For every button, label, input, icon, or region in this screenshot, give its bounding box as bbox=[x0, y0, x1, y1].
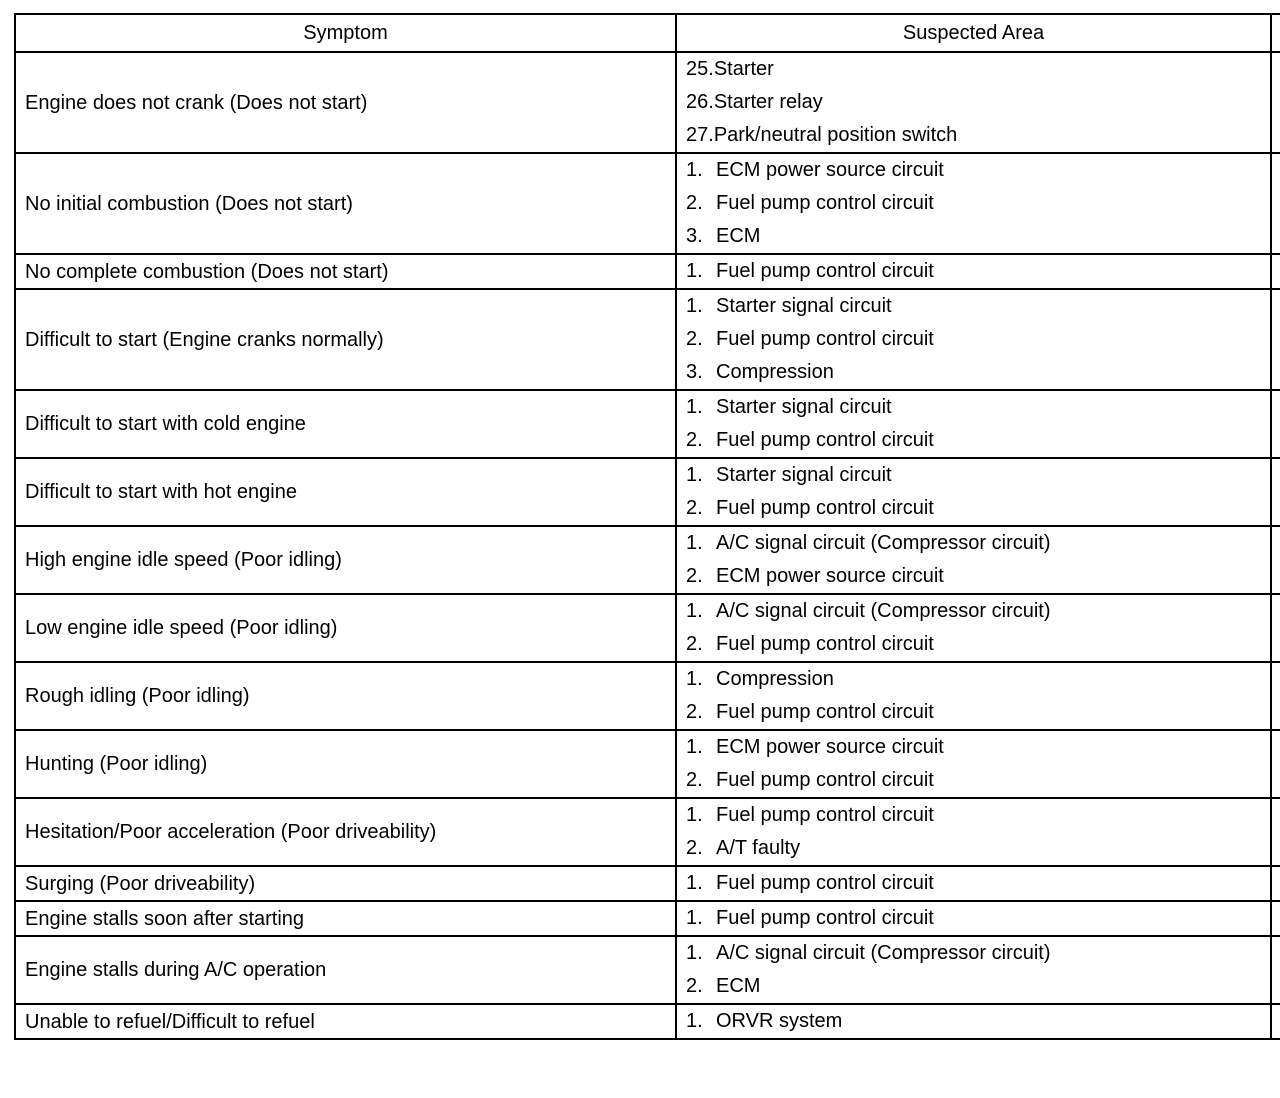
suspected-area-item bbox=[686, 696, 1261, 729]
table-row bbox=[15, 594, 1280, 662]
symptom-cell: No initial combustion (Does not start) bbox=[15, 153, 676, 254]
table-row bbox=[15, 153, 1280, 254]
item-text: Fuel pump control circuit bbox=[716, 872, 934, 894]
table-row bbox=[15, 730, 1280, 798]
item-number: 25. bbox=[686, 58, 714, 80]
extra-cell bbox=[1271, 289, 1280, 390]
item-text: A/C signal circuit (Compressor circuit) bbox=[716, 532, 1051, 554]
item-text: Fuel pump control circuit bbox=[716, 429, 934, 451]
table-row bbox=[15, 901, 1280, 936]
item-text: Fuel pump control circuit bbox=[716, 633, 934, 655]
item-text: Starter bbox=[713, 58, 774, 80]
suspected-area-item bbox=[686, 323, 1261, 356]
symptom-cell: Engine stalls during A/C operation bbox=[15, 936, 676, 1004]
suspected-area-cell bbox=[676, 901, 1271, 936]
suspected-area-item bbox=[686, 459, 1261, 492]
suspected-area-item bbox=[686, 731, 1261, 764]
item-number: 1. bbox=[686, 600, 703, 622]
extra-cell bbox=[1271, 390, 1280, 458]
suspected-area-item bbox=[686, 628, 1261, 661]
item-text: Starter signal circuit bbox=[716, 295, 892, 317]
table-row bbox=[15, 798, 1280, 866]
item-text: Starter relay bbox=[713, 91, 823, 113]
table-row bbox=[15, 390, 1280, 458]
item-number: 1. bbox=[686, 872, 703, 894]
table-row bbox=[15, 289, 1280, 390]
item-number: 1. bbox=[686, 464, 703, 486]
item-number: 1. bbox=[686, 804, 703, 826]
item-number: 2. bbox=[686, 837, 703, 859]
item-number: 1. bbox=[686, 260, 703, 282]
item-number: 1. bbox=[686, 532, 703, 554]
item-text: ECM bbox=[716, 975, 761, 997]
item-text: Fuel pump control circuit bbox=[716, 260, 934, 282]
suspected-area-item bbox=[686, 867, 1261, 900]
table-row bbox=[15, 254, 1280, 289]
suspected-area-cell bbox=[676, 730, 1271, 798]
item-number: 2. bbox=[686, 565, 703, 587]
suspected-area-item bbox=[686, 220, 1261, 253]
symptom-cell: Difficult to start (Engine cranks normally) bbox=[15, 289, 676, 390]
item-number: 1. bbox=[686, 396, 703, 418]
extra-cell bbox=[1271, 662, 1280, 730]
extra-cell bbox=[1271, 52, 1280, 153]
table-row bbox=[15, 526, 1280, 594]
item-text: Fuel pump control circuit bbox=[716, 701, 934, 723]
extra-cell bbox=[1271, 254, 1280, 289]
table-row bbox=[15, 1004, 1280, 1039]
item-text: Starter signal circuit bbox=[716, 464, 892, 486]
suspected-area-item bbox=[686, 391, 1261, 424]
item-number: 26. bbox=[686, 91, 714, 113]
item-number: 3. bbox=[686, 225, 703, 247]
suspected-area-item bbox=[686, 799, 1261, 832]
item-number: 2. bbox=[686, 497, 703, 519]
item-number: 1. bbox=[686, 942, 703, 964]
item-number: 2. bbox=[686, 701, 703, 723]
extra-cell bbox=[1271, 594, 1280, 662]
item-text: Fuel pump control circuit bbox=[716, 497, 934, 519]
suspected-area-cell bbox=[676, 153, 1271, 254]
suspected-area-item bbox=[686, 492, 1261, 525]
item-number: 2. bbox=[686, 769, 703, 791]
item-text: Park/neutral position switch bbox=[713, 124, 958, 146]
item-text: Fuel pump control circuit bbox=[716, 769, 934, 791]
item-text: Compression bbox=[716, 361, 834, 383]
extra-cell bbox=[1271, 936, 1280, 1004]
extra-cell bbox=[1271, 730, 1280, 798]
symptom-table bbox=[14, 13, 1280, 1040]
symptom-cell: No complete combustion (Does not start) bbox=[15, 254, 676, 289]
item-text: ECM bbox=[716, 225, 761, 247]
item-number: 2. bbox=[686, 328, 703, 350]
item-text: Fuel pump control circuit bbox=[716, 328, 934, 350]
item-text: ORVR system bbox=[716, 1010, 843, 1032]
suspected-area-item bbox=[686, 119, 1261, 152]
item-text: Fuel pump control circuit bbox=[716, 907, 934, 929]
symptom-cell: Low engine idle speed (Poor idling) bbox=[15, 594, 676, 662]
suspected-area-item bbox=[686, 832, 1261, 865]
item-number: 1. bbox=[686, 668, 703, 690]
item-number: 2. bbox=[686, 192, 703, 214]
table-row bbox=[15, 52, 1280, 153]
symptom-cell: Unable to refuel/Difficult to refuel bbox=[15, 1004, 676, 1039]
suspected-area-item bbox=[686, 970, 1261, 1003]
item-number: 2. bbox=[686, 975, 703, 997]
item-text: Fuel pump control circuit bbox=[716, 804, 934, 826]
item-text: Starter signal circuit bbox=[716, 396, 892, 418]
table-row bbox=[15, 662, 1280, 730]
header-suspected-area: Suspected Area bbox=[676, 14, 1271, 52]
item-number: 1. bbox=[686, 907, 703, 929]
extra-cell bbox=[1271, 153, 1280, 254]
suspected-area-item bbox=[686, 764, 1261, 797]
item-number: 1. bbox=[686, 1010, 703, 1032]
extra-cell bbox=[1271, 798, 1280, 866]
item-text: Compression bbox=[716, 668, 834, 690]
item-text: A/C signal circuit (Compressor circuit) bbox=[716, 600, 1051, 622]
suspected-area-cell bbox=[676, 594, 1271, 662]
item-text: ECM power source circuit bbox=[716, 159, 944, 181]
header-row bbox=[15, 14, 1280, 52]
suspected-area-item bbox=[686, 937, 1261, 970]
suspected-area-cell bbox=[676, 458, 1271, 526]
symptom-cell: Engine stalls soon after starting bbox=[15, 901, 676, 936]
suspected-area-cell bbox=[676, 662, 1271, 730]
suspected-area-cell bbox=[676, 526, 1271, 594]
suspected-area-cell bbox=[676, 1004, 1271, 1039]
item-text: ECM power source circuit bbox=[716, 736, 944, 758]
extra-cell bbox=[1271, 458, 1280, 526]
suspected-area-cell bbox=[676, 866, 1271, 901]
extra-cell bbox=[1271, 866, 1280, 901]
item-number: 2. bbox=[686, 633, 703, 655]
suspected-area-item bbox=[686, 663, 1261, 696]
suspected-area-cell bbox=[676, 52, 1271, 153]
item-text: A/C signal circuit (Compressor circuit) bbox=[716, 942, 1051, 964]
item-number: 1. bbox=[686, 736, 703, 758]
suspected-area-cell bbox=[676, 390, 1271, 458]
symptom-cell: High engine idle speed (Poor idling) bbox=[15, 526, 676, 594]
item-number: 2. bbox=[686, 429, 703, 451]
suspected-area-item bbox=[686, 1005, 1261, 1038]
suspected-area-item bbox=[686, 527, 1261, 560]
table-row bbox=[15, 936, 1280, 1004]
suspected-area-item bbox=[686, 595, 1261, 628]
extra-cell bbox=[1271, 526, 1280, 594]
extra-cell bbox=[1271, 1004, 1280, 1039]
item-number: 27. bbox=[686, 124, 714, 146]
suspected-area-item bbox=[686, 86, 1261, 119]
suspected-area-item bbox=[686, 356, 1261, 389]
item-number: 1. bbox=[686, 295, 703, 317]
suspected-area-cell bbox=[676, 936, 1271, 1004]
suspected-area-item bbox=[686, 290, 1261, 323]
suspected-area-cell bbox=[676, 254, 1271, 289]
suspected-area-cell bbox=[676, 289, 1271, 390]
table-body bbox=[15, 52, 1280, 1039]
suspected-area-item bbox=[686, 187, 1261, 220]
suspected-area-item bbox=[686, 53, 1261, 86]
header-extra-column bbox=[1271, 14, 1280, 52]
symptom-cell: Hunting (Poor idling) bbox=[15, 730, 676, 798]
symptom-cell: Rough idling (Poor idling) bbox=[15, 662, 676, 730]
item-number: 3. bbox=[686, 361, 703, 383]
suspected-area-item bbox=[686, 902, 1261, 935]
symptom-cell: Engine does not crank (Does not start) bbox=[15, 52, 676, 153]
symptom-cell: Hesitation/Poor acceleration (Poor driveability) bbox=[15, 798, 676, 866]
header-symptom: Symptom bbox=[15, 14, 676, 52]
item-number: 1. bbox=[686, 159, 703, 181]
item-text: ECM power source circuit bbox=[716, 565, 944, 587]
extra-cell bbox=[1271, 901, 1280, 936]
suspected-area-cell bbox=[676, 798, 1271, 866]
item-text: A/T faulty bbox=[716, 837, 801, 859]
table-row bbox=[15, 866, 1280, 901]
item-text: Fuel pump control circuit bbox=[716, 192, 934, 214]
symptom-cell: Difficult to start with hot engine bbox=[15, 458, 676, 526]
suspected-area-item bbox=[686, 154, 1261, 187]
suspected-area-item bbox=[686, 560, 1261, 593]
symptom-cell: Difficult to start with cold engine bbox=[15, 390, 676, 458]
table-row bbox=[15, 458, 1280, 526]
suspected-area-item bbox=[686, 424, 1261, 457]
symptom-cell: Surging (Poor driveability) bbox=[15, 866, 676, 901]
suspected-area-item bbox=[686, 255, 1261, 288]
